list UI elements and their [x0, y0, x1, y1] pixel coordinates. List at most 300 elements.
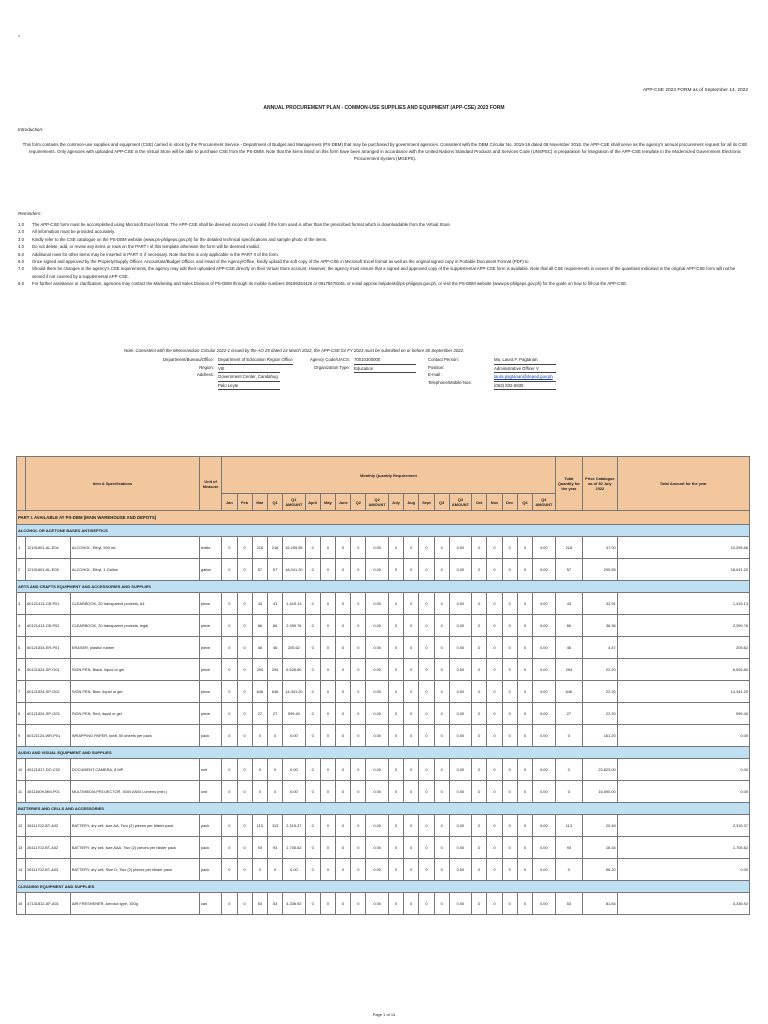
reminder-item [18, 221, 744, 228]
quantity-cell: 0 [502, 615, 517, 637]
quantity-cell: 0 [222, 759, 237, 781]
quantity-cell: 57 [252, 559, 267, 581]
quantity-cell: 0 [305, 537, 320, 559]
quantity-cell: 0.00 [366, 559, 388, 581]
quantity-cell: 0 [237, 537, 252, 559]
quantity-cell: 0 [472, 593, 487, 615]
quantity-cell: 0 [320, 815, 335, 837]
item-description: ERASER, plastic/ rubber [70, 637, 199, 659]
quantity-cell: 0 [351, 725, 366, 747]
quantity-cell: 0.00 [533, 837, 556, 859]
quantity-cell: 0 [419, 559, 434, 581]
quantity-cell: 0 [388, 559, 403, 581]
reminder-item [18, 258, 744, 265]
total-quantity: 294 [555, 659, 582, 681]
quantity-cell: 0 [222, 659, 237, 681]
quantity-cell: 0 [472, 837, 487, 859]
quantity-cell: 0 [305, 859, 320, 881]
quantity-cell: 0 [502, 537, 517, 559]
quantity-cell: 0 [404, 703, 419, 725]
quantity-cell: 0 [404, 837, 419, 859]
header-month: Nov [487, 494, 502, 511]
quantity-cell: 0 [336, 681, 351, 703]
item-code: 45111609-MM-P01 [26, 781, 71, 803]
quantity-cell: 0.00 [366, 637, 388, 659]
header-month: May [320, 494, 335, 511]
quantity-cell: 0 [252, 725, 267, 747]
quantity-cell: 0 [434, 893, 449, 915]
price-cell: 22.20 [583, 703, 618, 725]
quantity-cell: 0.00 [449, 637, 471, 659]
amount-cell: 14,341.20 [617, 681, 749, 703]
address-value-2: Palo Leyte [218, 382, 280, 391]
quantity-cell: 0.00 [366, 725, 388, 747]
quantity-cell: 0 [388, 537, 403, 559]
quantity-cell: 0 [434, 593, 449, 615]
reminder-item [18, 251, 744, 258]
quantity-cell: 66 [267, 615, 282, 637]
quantity-cell: 0 [351, 615, 366, 637]
quantity-cell: 0 [419, 593, 434, 615]
quantity-cell: 0 [305, 837, 320, 859]
price-cell: 81.84 [583, 893, 618, 915]
quantity-cell: 0 [305, 703, 320, 725]
item-description: SIGN PEN, Black, liquid or gel [70, 659, 199, 681]
quantity-cell: 0 [388, 893, 403, 915]
quantity-cell: 0 [222, 893, 237, 915]
quantity-cell: 0 [434, 537, 449, 559]
quantity-cell: 1,705.62 [283, 837, 305, 859]
row-number: 14 [17, 859, 26, 881]
quantity-cell: 0.00 [449, 725, 471, 747]
header-month: Mar [252, 494, 267, 511]
item-description: BATTERY, dry cell, size AA, Two (2) pieces per blister pack [70, 815, 199, 837]
quantity-cell: 0.00 [449, 593, 471, 615]
quantity-cell: 43 [267, 593, 282, 615]
quantity-cell: 294 [252, 659, 267, 681]
total-quantity: 53 [555, 893, 582, 915]
quantity-cell: 0 [434, 781, 449, 803]
item-code: 12191601-AL-E03 [26, 559, 71, 581]
quantity-cell: 0 [472, 559, 487, 581]
quantity-cell: 0 [320, 637, 335, 659]
row-number: 15 [17, 893, 26, 915]
quantity-cell: 0 [336, 859, 351, 881]
quantity-cell: 0 [404, 615, 419, 637]
item-code: 12191601-AL-E04 [26, 537, 71, 559]
reminder-number: 4.0 [18, 244, 24, 250]
quantity-cell: 0.00 [366, 659, 388, 681]
category-row [17, 803, 750, 815]
quantity-cell: 0 [237, 837, 252, 859]
row-number: 7 [17, 681, 26, 703]
quantity-cell: 0 [404, 759, 419, 781]
quantity-cell: 0 [237, 559, 252, 581]
quantity-cell: 0 [267, 859, 282, 881]
amount-cell: 205.62 [617, 637, 749, 659]
quantity-cell: 57 [267, 559, 282, 581]
quantity-cell: 0.00 [366, 815, 388, 837]
quantity-cell: 0 [237, 615, 252, 637]
quantity-cell: 0 [404, 815, 419, 837]
price-cell: 32.91 [583, 593, 618, 615]
quantity-cell: 205.62 [283, 637, 305, 659]
total-quantity: 93 [555, 837, 582, 859]
row-number: 4 [17, 615, 26, 637]
price-cell: 20.49 [583, 815, 618, 837]
quantity-cell: 0 [320, 615, 335, 637]
quantity-cell: 0 [320, 537, 335, 559]
price-cell: 23,823.00 [583, 759, 618, 781]
header-month: Oct [472, 494, 487, 511]
quantity-cell: 0.00 [366, 537, 388, 559]
total-quantity: 43 [555, 593, 582, 615]
item-description: CLEARBOOK, 20 transparent pockets, legal [70, 615, 199, 637]
quantity-cell: 0.00 [366, 703, 388, 725]
quantity-cell: 0 [487, 615, 502, 637]
quantity-cell: 0.00 [366, 859, 388, 881]
quantity-cell: 0 [502, 815, 517, 837]
position-value: Administrative Officer V [494, 365, 556, 374]
header-uom: Unit of Measure [199, 457, 221, 511]
quantity-cell: 0 [237, 681, 252, 703]
quantity-cell: 0 [237, 593, 252, 615]
quantity-cell: 0 [517, 659, 532, 681]
quantity-cell: 0 [305, 815, 320, 837]
email-label: E-mail : [428, 372, 443, 378]
quantity-cell: 0.00 [449, 893, 471, 915]
quantity-cell: 0 [517, 703, 532, 725]
quantity-cell: 0 [222, 703, 237, 725]
quantity-cell: 0.00 [366, 759, 388, 781]
quantity-cell: 0 [222, 681, 237, 703]
quantity-cell: 0 [419, 725, 434, 747]
unit-of-measure: pack [199, 837, 221, 859]
quantity-cell: 0 [517, 615, 532, 637]
table-row [17, 725, 750, 747]
quantity-cell: 0 [351, 659, 366, 681]
reminder-text: All information must be provided accurately. [32, 229, 116, 235]
quantity-cell: 0 [517, 781, 532, 803]
quantity-cell: 0.00 [533, 815, 556, 837]
quantity-cell: 0 [434, 837, 449, 859]
quantity-cell: 0 [517, 559, 532, 581]
category-title: AUDIO AND VISUAL EQUIPMENT AND SUPPLIES [17, 747, 750, 759]
quantity-cell: 0 [336, 637, 351, 659]
quantity-cell: 0 [305, 759, 320, 781]
amount-cell: 10,295.66 [617, 537, 749, 559]
amount-cell: 0.00 [617, 759, 749, 781]
quantity-cell: 0 [487, 593, 502, 615]
quantity-cell: 0.00 [533, 615, 556, 637]
table-row [17, 703, 750, 725]
row-number: 9 [17, 725, 26, 747]
quantity-cell: 0.00 [449, 681, 471, 703]
quantity-cell: 0 [502, 681, 517, 703]
header-total-amount: Total Amount for the year [617, 457, 749, 511]
quantity-cell: 2,399.76 [283, 615, 305, 637]
item-code: 60121524-SP-G01 [26, 659, 71, 681]
quantity-cell: 0 [517, 537, 532, 559]
agency-info-values-right [494, 356, 556, 390]
quantity-cell: 0 [222, 837, 237, 859]
quantity-cell: 46 [267, 637, 282, 659]
unit-of-measure: unit [199, 759, 221, 781]
unit-of-measure: piece [199, 593, 221, 615]
item-code: 26111702-BT-A03 [26, 859, 71, 881]
quantity-cell: 218 [252, 537, 267, 559]
item-description: CLEARBOOK, 20 transparent pockets, A4 [70, 593, 199, 615]
agency-info-labels-left [150, 356, 214, 386]
quantity-cell: 0 [222, 637, 237, 659]
reminder-text: Once signed and approved by the Property/Supply Officer, Accountant/Budget Officer, and Head of the Agency/Office, kindly upload the soft copy of the APP-CSE in Microsoft Excel format as well as the original signed copy in Portable Document Format (PDF) to [32, 259, 529, 265]
category-row [17, 747, 750, 759]
quantity-cell: 0.00 [533, 593, 556, 615]
region-label: Region: [199, 364, 214, 370]
row-number: 2 [17, 559, 26, 581]
item-code: 26111702-BT-A02 [26, 837, 71, 859]
quantity-cell: 0 [252, 859, 267, 881]
quantity-cell: 0.00 [533, 637, 556, 659]
category-title: ALCOHOL OR ACETONE BASED ANTISEPTICS [17, 525, 750, 537]
quantity-cell: 0 [320, 593, 335, 615]
header-total-qty: Total Quantity for the year [555, 457, 582, 511]
reminder-text: Do not delete, add, or revise any items or rows on the PART I of this template otherwise the form will be deemed invalid. [32, 244, 260, 250]
quantity-cell: 0 [267, 759, 282, 781]
quantity-cell: 0 [336, 781, 351, 803]
header-blank [17, 457, 26, 511]
quantity-cell: 0 [222, 781, 237, 803]
quantity-cell: 0.00 [366, 893, 388, 915]
quantity-cell: 0 [305, 781, 320, 803]
agency-code-value: 70010300000 [354, 356, 416, 365]
item-description: MULTIMEDIA PROJECTOR, 4000 ANSI Lumens (min.) [70, 781, 199, 803]
reminder-item [18, 243, 744, 250]
quantity-cell: 113 [252, 815, 267, 837]
header-item: Item & Specifications [26, 457, 200, 511]
quantity-cell: 0 [388, 759, 403, 781]
agency-info-labels-mid [300, 356, 350, 371]
item-code: 26111702-BT-A02 [26, 815, 71, 837]
header-month: Q1 [267, 494, 282, 511]
row-number: 3 [17, 593, 26, 615]
reminder-item [18, 265, 744, 280]
header-month: Q2 AMOUNT [366, 494, 388, 511]
quantity-cell: 0 [517, 837, 532, 859]
quantity-cell: 46 [252, 637, 267, 659]
table-row [17, 781, 750, 803]
reminder-item [18, 228, 744, 235]
quantity-cell: 0 [320, 781, 335, 803]
item-code: 60121413-CB-P01 [26, 593, 71, 615]
table-row [17, 637, 750, 659]
item-description: DOCUMENT CAMERA, 8 MP [70, 759, 199, 781]
quantity-cell: 2,315.37 [283, 815, 305, 837]
price-cell: 16,590.00 [583, 781, 618, 803]
price-cell: 47.00 [583, 537, 618, 559]
quantity-cell: 0 [404, 559, 419, 581]
quantity-cell: 0 [419, 837, 434, 859]
unit-of-measure: pack [199, 859, 221, 881]
dept-value: Department of Education Region Office [218, 356, 293, 365]
header-month: Q2 [351, 494, 366, 511]
category-row [17, 881, 750, 893]
quantity-cell: 0 [222, 815, 237, 837]
quantity-cell: 0.00 [283, 759, 305, 781]
unit-of-measure: pack [199, 725, 221, 747]
item-code: 45121517-DO-C02 [26, 759, 71, 781]
unit-of-measure: piece [199, 615, 221, 637]
quantity-cell: 0 [472, 537, 487, 559]
quantity-cell: 0 [487, 537, 502, 559]
total-quantity: 0 [555, 725, 582, 747]
quantity-cell: 0 [517, 893, 532, 915]
table-row [17, 837, 750, 859]
total-quantity: 0 [555, 859, 582, 881]
quantity-cell: 0 [305, 615, 320, 637]
header-month: July [388, 494, 403, 511]
quantity-cell: 0 [351, 681, 366, 703]
quantity-cell: 0 [388, 859, 403, 881]
quantity-cell: 0 [472, 637, 487, 659]
price-cell: 36.36 [583, 615, 618, 637]
reminder-number: 6.0 [18, 259, 24, 265]
table-row [17, 593, 750, 615]
quantity-cell: 0 [351, 815, 366, 837]
unit-of-measure: unit [199, 781, 221, 803]
quantity-cell: 0.00 [533, 703, 556, 725]
row-number: 10 [17, 759, 26, 781]
quantity-cell: 0 [320, 893, 335, 915]
quantity-cell: 0 [502, 859, 517, 881]
part-header-row [17, 511, 750, 525]
quantity-cell: 0 [472, 615, 487, 637]
quantity-cell: 0 [336, 537, 351, 559]
quantity-cell: 0.00 [283, 859, 305, 881]
quantity-cell: 0 [487, 815, 502, 837]
item-description: BATTERY, dry cell, size AAA, Two (2) pieces per blister pack [70, 837, 199, 859]
price-cell: 4.47 [583, 637, 618, 659]
row-number: 5 [17, 637, 26, 659]
quantity-cell: 0 [502, 703, 517, 725]
table-row [17, 893, 750, 915]
price-cell: 299.55 [583, 559, 618, 581]
price-cell: 96.20 [583, 859, 618, 881]
total-quantity: 0 [555, 759, 582, 781]
quantity-cell: 0 [320, 659, 335, 681]
quantity-cell: 0 [502, 593, 517, 615]
quantity-cell: 0 [336, 725, 351, 747]
agency-info-values-mid [354, 356, 416, 373]
amount-cell: 18,041.20 [617, 559, 749, 581]
quantity-cell: 0.00 [533, 759, 556, 781]
category-row [17, 581, 750, 593]
quantity-cell: 0 [517, 725, 532, 747]
header-month: April [305, 494, 320, 511]
header-month: Q3 [434, 494, 449, 511]
quantity-cell: 0.00 [533, 859, 556, 881]
quantity-cell: 0 [252, 781, 267, 803]
total-quantity: 46 [555, 637, 582, 659]
category-title: ARTS AND CRAFTS EQUIPMENT AND ACCESSORIES AND SUPPLIES [17, 581, 750, 593]
price-cell: 22.20 [583, 681, 618, 703]
quantity-cell: 0.00 [283, 725, 305, 747]
quantity-cell: 66 [252, 615, 267, 637]
reminder-text: Additional rows for other items may be inserted in PART II, if necessary. Note that this is only applicable in the PART II of the form. [32, 251, 279, 257]
header-month: Feb [237, 494, 252, 511]
table-row [17, 559, 750, 581]
quantity-cell: 0 [336, 837, 351, 859]
category-title: CLEANING EQUIPMENT AND SUPPLIES [17, 881, 750, 893]
quantity-cell: 0 [434, 559, 449, 581]
quantity-cell: 0 [336, 593, 351, 615]
item-description: AIR FRESHENER, Aerosol type, 150g [70, 893, 199, 915]
quantity-cell: 0 [487, 837, 502, 859]
reminder-text: Should there be changes in the agency's CSE requirements, the agency may edit their uploaded APP-CSE directly on their Virtual Store account. However, the agency must ensure that a signed and approved copy of the supplemental APP-CSE form is available. Note that all CSE requirements in excess of the quantities indicated in the original APP-CSE form will not be served if not covered by a supplemental APP-CSE. [32, 266, 736, 279]
table-row [17, 615, 750, 637]
email-link[interactable]: laura.pagtanan@deped.gov.ph [494, 373, 556, 382]
total-quantity: 218 [555, 537, 582, 559]
header-month: June [336, 494, 351, 511]
reminder-text: The APP-CSE form must be accomplished using Microsoft Excel format. The APP-CSE shall be deemed incorrect or invalid if the form used is other than the prescribed format which is downloadable from the Virtual Store. [32, 222, 451, 227]
quantity-cell: 0 [419, 815, 434, 837]
quantity-cell: 0 [222, 593, 237, 615]
quantity-cell: 0.00 [366, 781, 388, 803]
item-description: SIGN PEN, Blue, liquid or gel [70, 681, 199, 703]
unit-of-measure: bottle [199, 537, 221, 559]
item-description: BATTERY, dry cell, Size D, Two (2) pieces per blister pack [70, 859, 199, 881]
quantity-cell: 0 [502, 659, 517, 681]
quantity-cell: 0 [237, 893, 252, 915]
quantity-cell: 0 [419, 659, 434, 681]
quantity-cell: 0 [487, 559, 502, 581]
quantity-cell: 0 [472, 815, 487, 837]
reminders-heading: Reminders: [18, 211, 42, 216]
quantity-cell: 0 [237, 659, 252, 681]
reminder-item [18, 236, 744, 243]
quantity-cell: 0 [404, 659, 419, 681]
quantity-cell: 0.00 [449, 659, 471, 681]
quantity-cell: 14,341.20 [283, 681, 305, 703]
header-month: Q1 AMOUNT [283, 494, 305, 511]
quantity-cell: 0 [517, 759, 532, 781]
header-month: Q4 [517, 494, 532, 511]
quantity-cell: 0 [320, 681, 335, 703]
item-code: 60121524-SP-G02 [26, 681, 71, 703]
quantity-cell: 0 [434, 659, 449, 681]
quantity-cell: 0 [487, 637, 502, 659]
quantity-cell: 0 [517, 681, 532, 703]
agency-info-values-left [218, 356, 293, 390]
quantity-cell: 0.00 [533, 559, 556, 581]
row-number: 11 [17, 781, 26, 803]
quantity-cell: 0 [320, 559, 335, 581]
item-code: 60121534-ER-P01 [26, 637, 71, 659]
quantity-cell: 294 [267, 659, 282, 681]
quantity-cell: 0 [351, 637, 366, 659]
quantity-cell: 0 [237, 781, 252, 803]
quantity-cell: 18,041.20 [283, 559, 305, 581]
table-row [17, 815, 750, 837]
item-description: SIGN PEN, Red, liquid or gel [70, 703, 199, 725]
quantity-cell: 0 [336, 659, 351, 681]
app-cse-table [16, 456, 750, 915]
dept-label: Department/Bureau/Office: [162, 357, 214, 362]
quantity-cell: 0 [336, 815, 351, 837]
table-row [17, 681, 750, 703]
quantity-cell: 0.00 [449, 859, 471, 881]
table-row [17, 759, 750, 781]
